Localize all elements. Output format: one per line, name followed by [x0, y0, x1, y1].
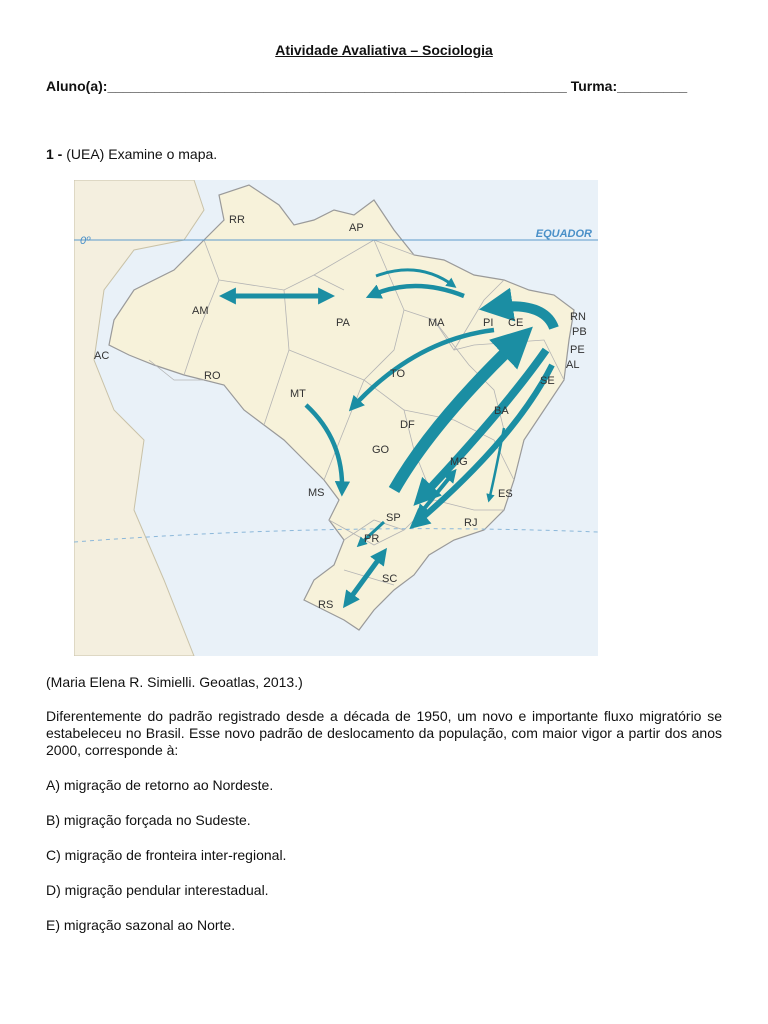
- state-label-sc: SC: [382, 573, 398, 585]
- option-e[interactable]: E) migração sazonal ao Norte.: [46, 917, 236, 933]
- brazil-map-svg: [74, 180, 598, 656]
- equator-label: EQUADOR: [535, 228, 592, 240]
- question-intro: (UEA) Examine o mapa.: [66, 146, 218, 162]
- state-label-ma: MA: [428, 317, 445, 329]
- state-label-ba: BA: [494, 405, 509, 417]
- map-source: (Maria Elena R. Simielli. Geoatlas, 2013.): [46, 674, 303, 690]
- option-d[interactable]: D) migração pendular interestadual.: [46, 882, 269, 898]
- state-label-pe: PE: [570, 344, 585, 356]
- option-a[interactable]: A) migração de retorno ao Nordeste.: [46, 777, 274, 793]
- class-label: Turma:: [570, 78, 618, 94]
- state-label-ce: CE: [508, 317, 524, 329]
- option-b[interactable]: B) migração forçada no Sudeste.: [46, 812, 251, 828]
- page-title: Atividade Avaliativa – Sociologia: [275, 42, 493, 58]
- state-label-se: SE: [540, 375, 555, 387]
- student-name-blank[interactable]: ___________________________________________________________: [107, 78, 567, 94]
- state-label-al: AL: [566, 359, 580, 371]
- state-label-ap: AP: [349, 222, 364, 234]
- state-label-sp: SP: [386, 512, 401, 524]
- student-info-line: [46, 78, 722, 94]
- zero-degree-label: 0º: [80, 235, 91, 247]
- state-label-pb: PB: [572, 326, 587, 338]
- state-label-rs: RS: [318, 599, 334, 611]
- migration-map: [74, 180, 598, 656]
- class-blank[interactable]: _________: [617, 78, 688, 94]
- question-number: 1 -: [46, 146, 63, 162]
- state-label-pa: PA: [336, 317, 350, 329]
- state-label-mg: MG: [450, 456, 468, 468]
- state-label-go: GO: [372, 444, 390, 456]
- state-label-rn: RN: [570, 311, 586, 323]
- state-label-rr: RR: [229, 214, 245, 226]
- option-c[interactable]: C) migração de fronteira inter-regional.: [46, 847, 287, 863]
- state-label-to: TO: [390, 368, 406, 380]
- state-label-ac: AC: [94, 350, 110, 362]
- state-label-ms: MS: [308, 487, 325, 499]
- state-label-am: AM: [192, 305, 209, 317]
- state-label-pr: PR: [364, 533, 380, 545]
- question-statement: Diferentemente do padrão registrado desde a década de 1950, um novo e importante fluxo migratório se estabeleceu no Brasil. Esse novo padrão de deslocamento da população, com maior vigor a partir dos anos 2000, corresponde à:: [46, 708, 722, 758]
- state-label-rj: RJ: [464, 517, 478, 529]
- state-label-es: ES: [498, 488, 513, 500]
- state-label-df: DF: [400, 419, 415, 431]
- state-label-pi: PI: [483, 317, 494, 329]
- student-label: Aluno(a):: [46, 78, 108, 94]
- state-label-ro: RO: [204, 370, 221, 382]
- state-label-mt: MT: [290, 388, 306, 400]
- question-header: [46, 146, 217, 162]
